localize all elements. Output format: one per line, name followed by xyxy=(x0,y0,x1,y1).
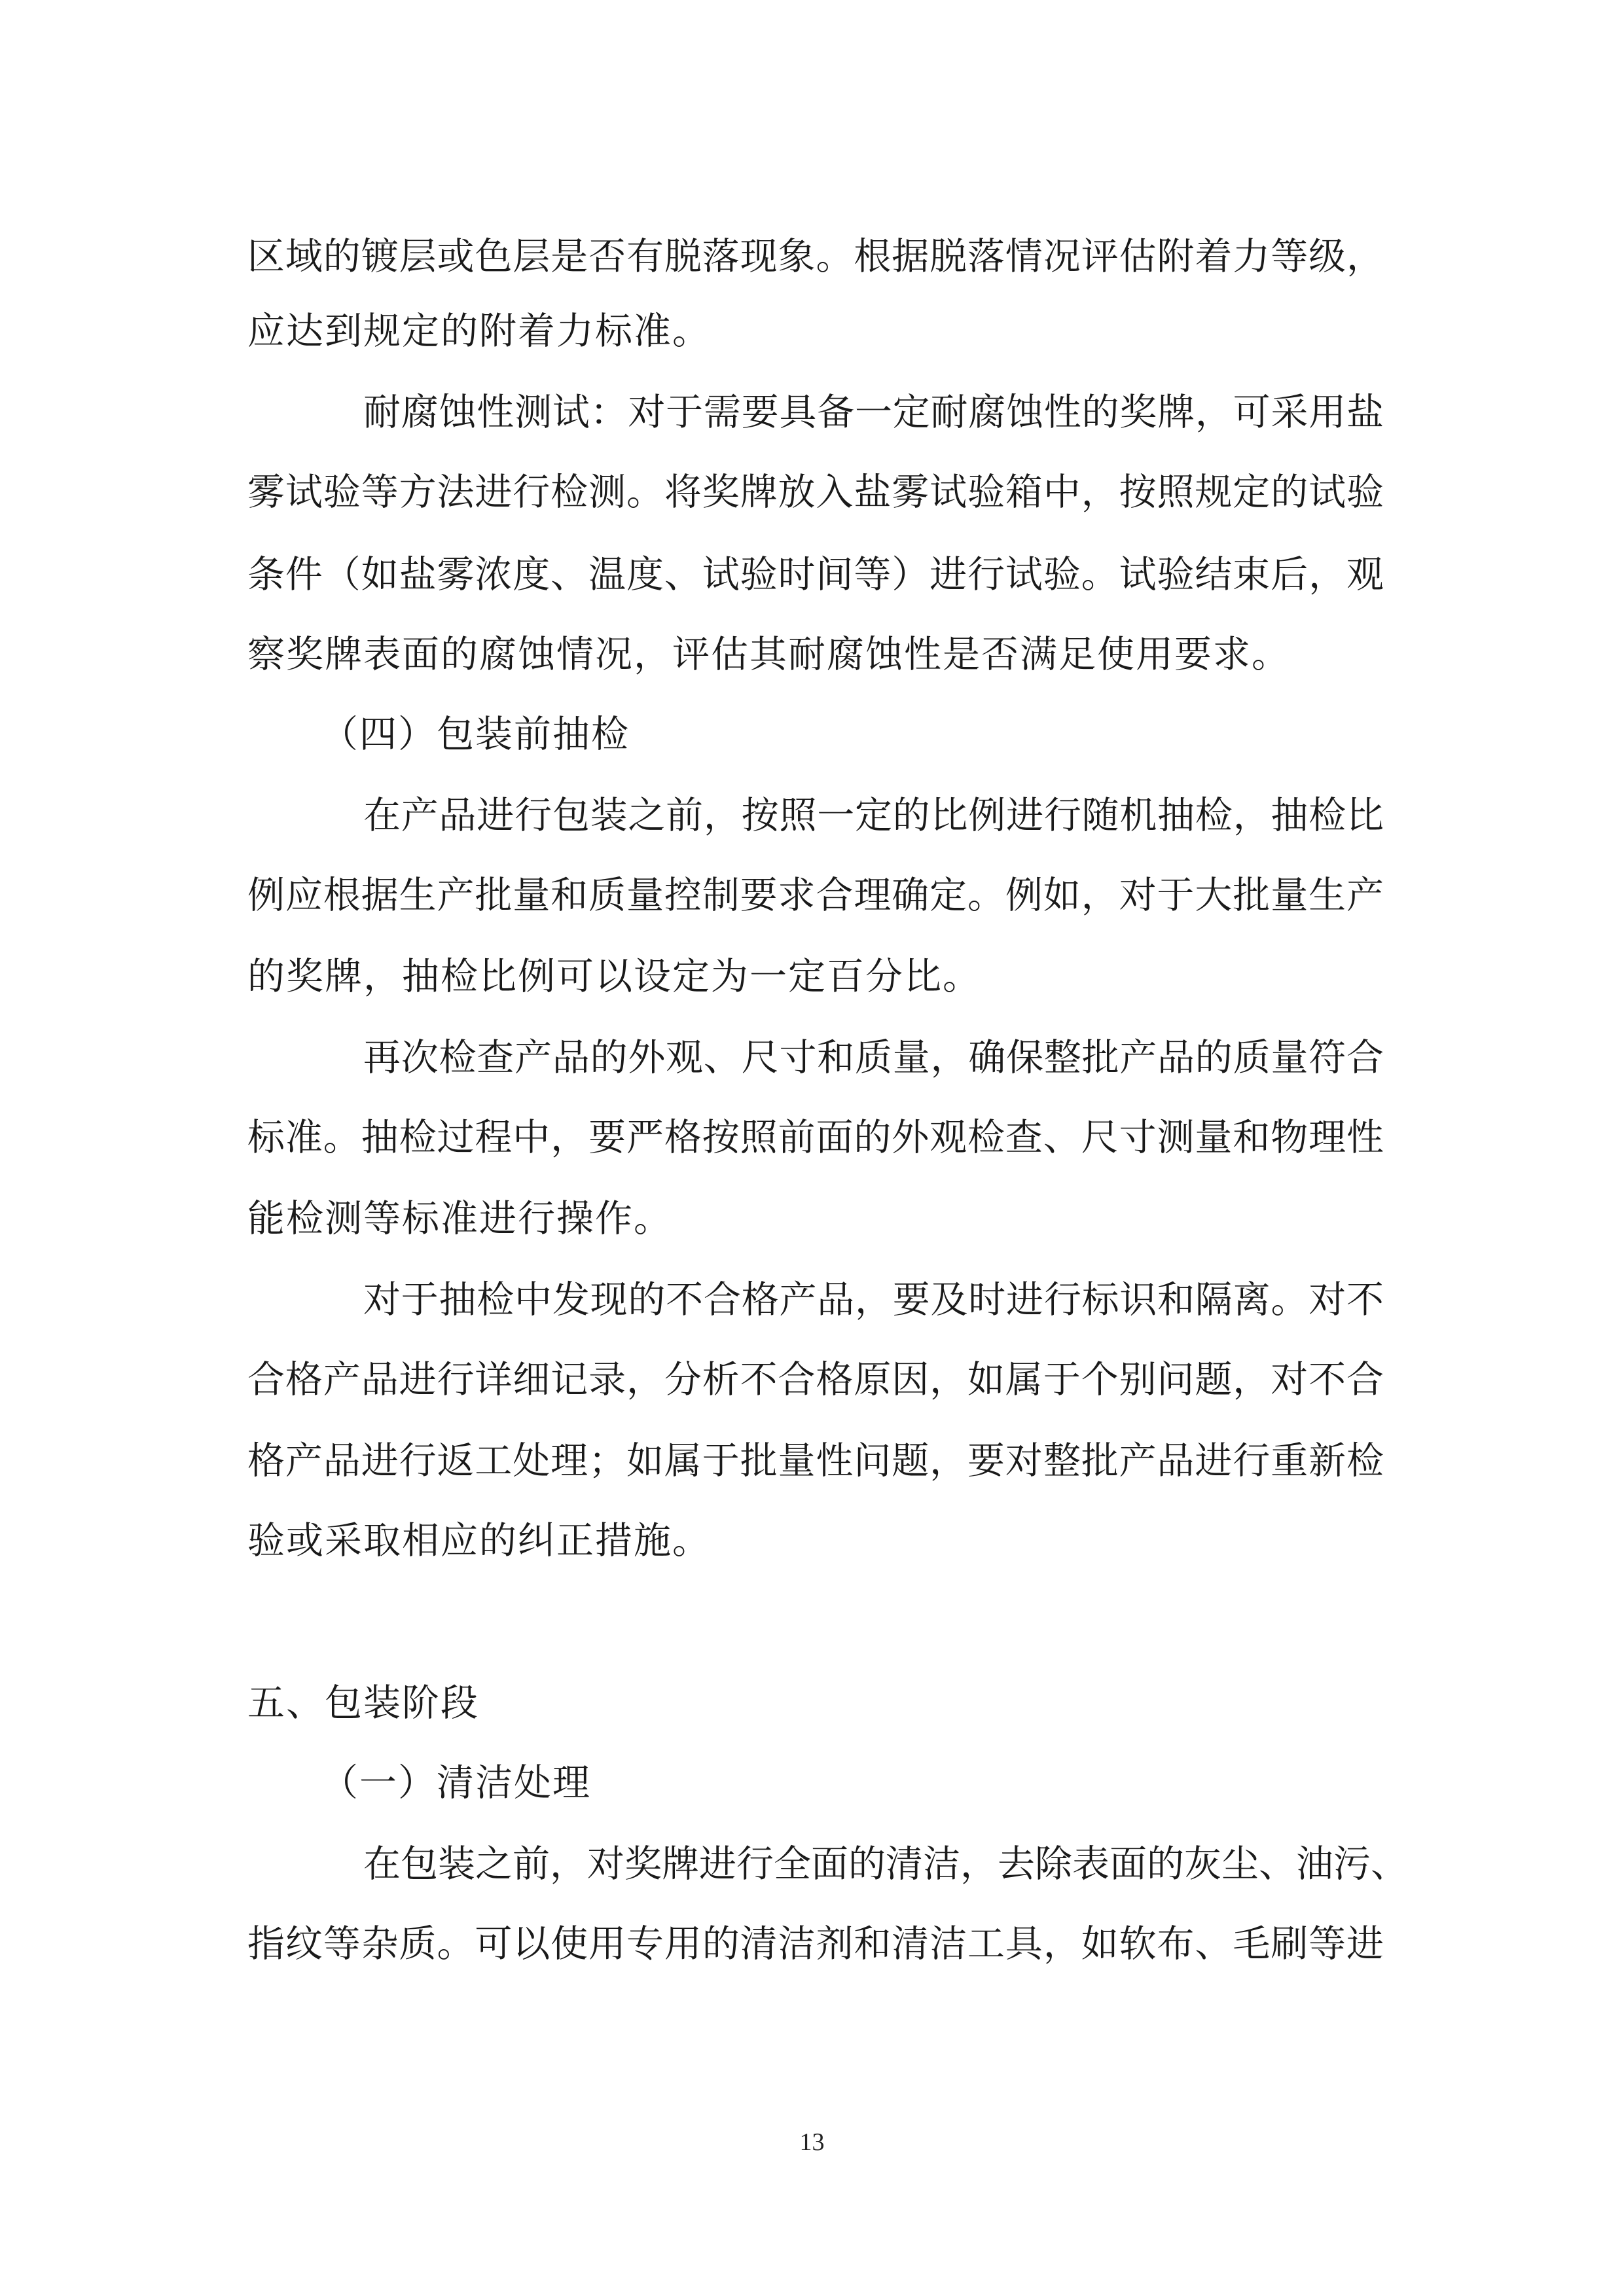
paragraph-line: 在产品进行包装之前，按照一定的比例进行随机抽检，抽检比 xyxy=(363,794,1384,837)
page-number: 13 xyxy=(799,2128,825,2156)
paragraph-line: 雾试验等方法进行检测。将奖牌放入盐雾试验箱中，按照规定的试验 xyxy=(247,471,1384,514)
paragraph-line: 再次检查产品的外观、尺寸和质量，确保整批产品的质量符合 xyxy=(363,1036,1384,1079)
paragraph-line: 条件（如盐雾浓度、温度、试验时间等）进行试验。试验结束后，观 xyxy=(247,553,1384,596)
section-heading: 五、包装阶段 xyxy=(247,1681,479,1725)
paragraph-line: 格产品进行返工处理；如属于批量性问题，要对整批产品进行重新检 xyxy=(247,1439,1384,1482)
paragraph-line: 验或采取相应的纠正措施。 xyxy=(247,1519,711,1562)
subsection-heading: （一）清洁处理 xyxy=(321,1761,591,1804)
paragraph-line: 标准。抽检过程中，要严格按照前面的外观检查、尺寸测量和物理性 xyxy=(247,1116,1384,1159)
paragraph-line: 指纹等杂质。可以使用专用的清洁剂和清洁工具，如软布、毛刷等进 xyxy=(247,1922,1384,1965)
paragraph-line: 耐腐蚀性测试：对于需要具备一定耐腐蚀性的奖牌，可采用盐 xyxy=(363,391,1384,434)
paragraph-line: 对于抽检中发现的不合格产品，要及时进行标识和隔离。对不 xyxy=(363,1278,1384,1321)
paragraph-line: 的奖牌，抽检比例可以设定为一定百分比。 xyxy=(247,955,981,998)
subsection-heading: （四）包装前抽检 xyxy=(321,713,630,756)
paragraph-line: 在包装之前，对奖牌进行全面的清洁，去除表面的灰尘、油污、 xyxy=(363,1842,1408,1886)
paragraph-line: 能检测等标准进行操作。 xyxy=(247,1197,672,1240)
paragraph-line: 区域的镀层或色层是否有脱落现象。根据脱落情况评估附着力等级， xyxy=(247,235,1384,278)
paragraph-line: 应达到规定的附着力标准。 xyxy=(247,310,711,353)
paragraph-line: 合格产品进行详细记录，分析不合格原因，如属于个别问题，对不合 xyxy=(247,1358,1384,1401)
paragraph-line: 察奖牌表面的腐蚀情况，评估其耐腐蚀性是否满足使用要求。 xyxy=(247,633,1290,676)
paragraph-line: 例应根据生产批量和质量控制要求合理确定。例如，对于大批量生产 xyxy=(247,874,1384,917)
